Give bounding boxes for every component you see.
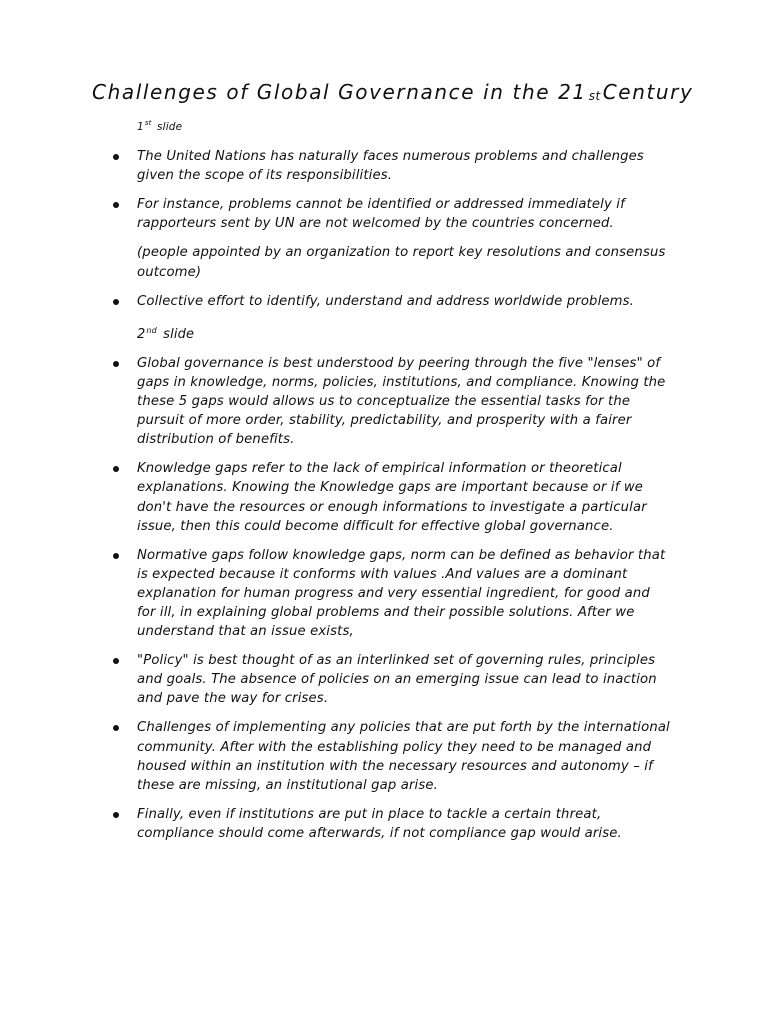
list-item: The United Nations has naturally faces numerous problems and challenges given the scope of its responsibilities. (112, 147, 672, 185)
list-item: Challenges of implementing any policies that are put forth by the international community. After with the establishing policy they need to be managed and housed within an institution with the necessary resources and autonomy – if these are missing, an institutional gap arise. (112, 718, 672, 794)
bullet-icon (113, 553, 119, 559)
bullet-icon (113, 299, 119, 305)
list-item: Global governance is best understood by peering through the five "lenses" of gaps in knowledge, norms, policies, institutions, and compliance. Knowing the these 5 gaps would allows us to conceptualize the essential tasks for the pursuit of more order, stability, predictability, and prosperity with a fairer distribution of benefits. (112, 354, 672, 449)
bullet-icon (113, 202, 119, 208)
slide-label-2: 2nd slide (137, 325, 195, 342)
title-end: Century (602, 80, 694, 104)
bullet-icon (113, 154, 119, 160)
list-item: "Policy" is best thought of as an interlinked set of governing rules, principles and goals. The absence of policies on an emerging issue can lead to inaction and pave the way for crises. (112, 651, 672, 708)
title-main: Challenges of Global Governance in the 21 (92, 80, 587, 104)
bullet-icon (113, 361, 119, 367)
list-item: Normative gaps follow knowledge gaps, norm can be defined as behavior that is expected because it conforms with values .And values are a dominant explanation for human progress and very essential ingredient, for good and for ill, in explaining global problems and their possible solutions. After we understand that an issue exists, (112, 546, 672, 641)
list-item: Collective effort to identify, understand and address worldwide problems. (112, 292, 672, 311)
bullet-icon (113, 658, 119, 664)
list-item: Knowledge gaps refer to the lack of empirical information or theoretical explanations. Knowing the Knowledge gaps are important because or if we don't have the resources or enough informations to investigate a particular issue, then this could become difficult for effective global governance. (112, 459, 672, 535)
list-item: For instance, problems cannot be identified or addressed immediately if rapporteurs sent by UN are not welcomed by the countries concerned. (112, 195, 672, 233)
bullet-icon (113, 812, 119, 818)
slide-label-1: 1st slide (137, 119, 183, 133)
parenthetical-note: (people appointed by an organization to report key resolutions and consensus outcome) (137, 245, 666, 280)
bullet-icon (113, 466, 119, 472)
title-ordinal-suffix: st (588, 89, 601, 103)
list-item: Finally, even if institutions are put in place to tackle a certain threat, compliance should come afterwards, if not compliance gap would arise. (112, 805, 672, 843)
page-title (92, 78, 712, 110)
bullet-list-c (112, 354, 672, 843)
bullet-icon (113, 725, 119, 731)
bullet-list-b (112, 292, 672, 311)
bullet-list-a (112, 147, 672, 233)
document-body (112, 114, 672, 853)
